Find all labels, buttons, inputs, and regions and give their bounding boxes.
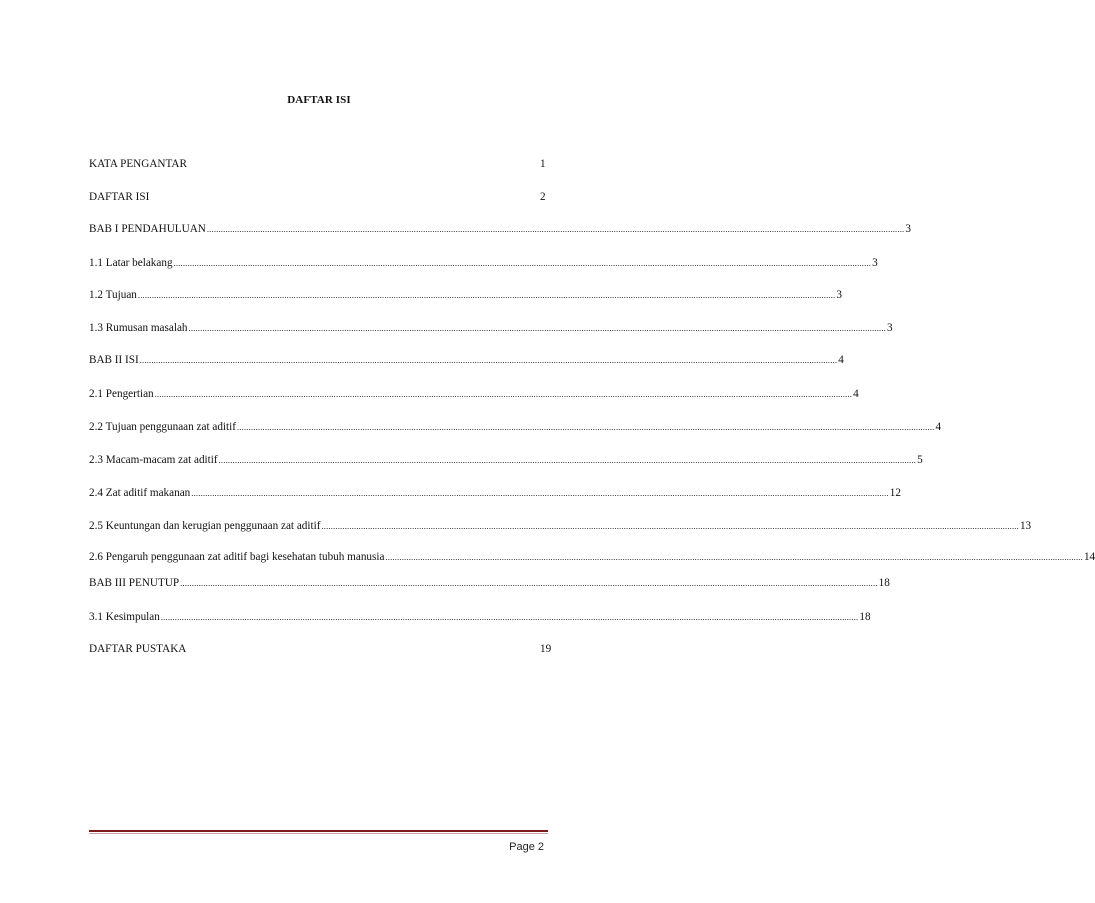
footer-rule [89,830,548,832]
toc-entry [89,485,901,501]
toc-entry-page: 3 [872,257,878,269]
toc-dot-leader: ............................................................................................................................................................................................................................................................................................................ [218,455,917,465]
toc-entry-label: DAFTAR ISI [89,191,150,203]
toc-entry-label: BAB II ISI [89,354,139,366]
toc-entry [89,452,923,468]
toc-entry [89,156,546,172]
footer-page-number: Page 2 [509,841,544,853]
page-title: DAFTAR ISI [287,94,351,106]
toc-dot-leader: ............................................................................................................................................................................................................................................................................................................ [180,578,878,588]
toc-entry-label: 2.1 Pengertian [89,388,154,400]
toc-entry [89,287,842,303]
toc-entry-page: 5 [917,454,923,466]
toc-entry [89,386,859,402]
toc-entry-page: 1 [540,158,546,170]
toc-entry-label: BAB I PENDAHULUAN [89,223,206,235]
toc-entry-page: 2 [540,191,546,203]
toc-entry [89,255,878,271]
toc-entry-page: 18 [859,611,871,623]
toc-entry [89,575,890,591]
toc-entry-label: 2.3 Macam-macam zat aditif [89,454,218,466]
toc-entry-label: 2.2 Tujuan penggunaan zat aditif [89,421,236,433]
toc-dot-leader: ............................................................................................................................................................................................................................................................................................................ [160,612,859,622]
toc-entry-page: 3 [905,223,911,235]
toc-entry [89,609,871,625]
toc-entry-page: 4 [838,354,844,366]
toc-entry-label: 1.1 Latar belakang [89,257,173,269]
toc-entry [89,352,844,368]
toc-entry-page: 3 [836,289,842,301]
toc-entry-page: 4 [853,388,859,400]
toc-entry [89,419,942,435]
toc-entry-label: 1.3 Rumusan masalah [89,322,188,334]
toc-dot-leader: ............................................................................................................................................................................................................................................................................................................ [137,290,836,300]
toc-dot-leader: ............................................................................................................................................................................................................................................................................................................ [188,323,886,333]
toc-entry [89,518,1032,534]
toc-dot-leader: ............................................................................................................................................................................................................................................................................................................ [385,552,1083,562]
toc-entry [89,320,893,336]
toc-dot-leader: ............................................................................................................................................................................................................................................................................................................ [321,521,1019,531]
toc-entry-label: 2.6 Pengaruh penggunaan zat aditif bagi kesehatan tubuh manusia [89,551,385,563]
toc-entry-page: 3 [887,322,893,334]
toc-entry-label: 2.4 Zat aditif makanan [89,487,191,499]
toc-entry-label: BAB III PENUTUP [89,577,180,589]
toc-entry-page: 13 [1019,520,1032,532]
toc-dot-leader: ............................................................................................................................................................................................................................................................................................................ [139,355,838,365]
toc-entry-page: 19 [540,643,552,655]
toc-entry-page: 14 [1083,551,1095,563]
toc-entry [89,641,552,657]
toc-entry-label: DAFTAR PUSTAKA [89,643,187,655]
toc-dot-leader: ............................................................................................................................................................................................................................................................................................................ [206,224,905,234]
toc-dot-leader: ............................................................................................................................................................................................................................................................................................................ [173,258,872,268]
toc-dot-leader: ............................................................................................................................................................................................................................................................................................................ [236,422,935,432]
toc-dot-leader: ............................................................................................................................................................................................................................................................................................................ [154,389,853,399]
toc-entry [89,189,546,205]
toc-dot-leader: ............................................................................................................................................................................................................................................................................................................ [191,488,889,498]
toc-entry-label: 3.1 Kesimpulan [89,611,160,623]
toc-entry [89,221,911,237]
toc-entry-label: 1.2 Tujuan [89,289,137,301]
toc-entry-label: 2.5 Keuntungan dan kerugian penggunaan zat aditif [89,520,321,532]
toc-entry-page: 12 [889,487,901,499]
toc-entry [89,549,1095,565]
toc-entry-label: KATA PENGANTAR [89,158,187,170]
footer-rule-shadow [89,833,548,834]
toc-entry-page: 18 [878,577,890,589]
toc-entry-page: 4 [935,421,942,433]
